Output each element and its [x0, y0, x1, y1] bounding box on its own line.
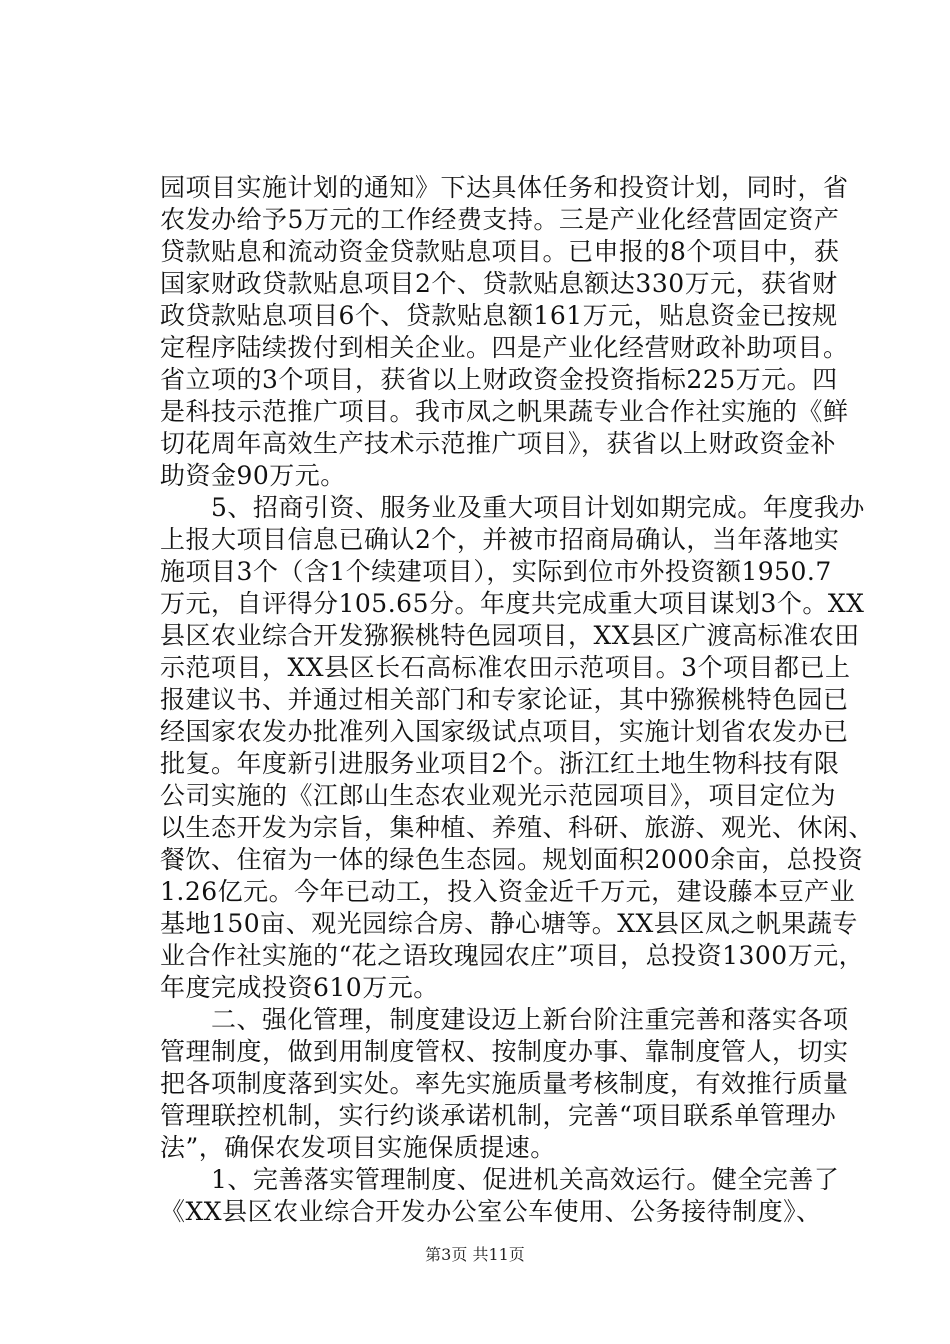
text-line: 餐饮、住宿为一体的绿色生态园。规划面积2000余亩，总投资: [160, 845, 864, 874]
text-line: 施项目3个（含1个续建项目），实际到位市外投资额1950.7: [160, 557, 832, 586]
text-line: 是科技示范推广项目。我市凤之帆果蔬专业合作社实施的《鲜: [160, 397, 849, 426]
text-line: 基地150亩、观光园综合房、静心塘等。XX县区凤之帆果蔬专: [160, 909, 858, 938]
text-line: 以生态开发为宗旨，集种植、养殖、科研、旅游、观光、休闲、: [160, 813, 875, 842]
text-line: 5、招商引资、服务业及重大项目计划如期完成。年度我办: [160, 493, 865, 522]
text-line: 国家财政贷款贴息项目2个、贷款贴息额达330万元，获省财: [160, 269, 838, 298]
text-line: 1.26亿元。今年已动工，投入资金近千万元，建设藤本豆产业: [160, 877, 856, 906]
text-line: 1、完善落实管理制度、促进机关高效运行。健全完善了: [160, 1165, 840, 1194]
text-line: 省立项的3个项目，获省以上财政资金投资指标225万元。四: [160, 365, 838, 394]
text-line: 示范项目，XX县区长石高标准农田示范项目。3个项目都已上: [160, 653, 851, 682]
body-text: [160, 172, 875, 1228]
text-line: 《XX县区农业综合开发办公室公车使用、公务接待制度》、: [160, 1197, 822, 1226]
text-line: 万元，自评得分105.65分。年度共完成重大项目谋划3个。XX: [160, 589, 865, 618]
text-line: 贷款贴息和流动资金贷款贴息项目。已申报的8个项目中，获: [160, 237, 840, 266]
text-line: 助资金90万元。: [160, 461, 346, 490]
text-line: 县区农业综合开发猕猴桃特色园项目，XX县区广渡高标准农田: [160, 621, 860, 650]
text-line: 上报大项目信息已确认2个，并被市招商局确认，当年落地实: [160, 525, 840, 554]
text-line: 公司实施的《江郎山生态农业观光示范园项目》，项目定位为: [160, 781, 837, 810]
text-line: 业合作社实施的“花之语玫瑰园农庄”项目，总投资1300万元，: [160, 941, 865, 970]
text-line: 二、强化管理，制度建设迈上新台阶注重完善和落实各项: [160, 1005, 849, 1034]
text-line: 园项目实施计划的通知》下达具体任务和投资计划，同时，省: [160, 173, 849, 202]
text-line: 政贷款贴息项目6个、贷款贴息额161万元，贴息资金已按规: [160, 301, 838, 330]
text-line: 批复。年度新引进服务业项目2个。浙江红土地生物科技有限: [160, 749, 840, 778]
text-line: 年度完成投资610万元。: [160, 973, 439, 1002]
text-line: 切花周年高效生产技术示范推广项目》，获省以上财政资金补: [160, 429, 837, 458]
text-line: 法”，确保农发项目实施保质提速。: [160, 1133, 556, 1162]
text-line: 经国家农发办批准列入国家级试点项目，实施计划省农发办已: [160, 717, 849, 746]
text-line: 报建议书、并通过相关部门和专家论证，其中猕猴桃特色园已: [160, 685, 849, 714]
text-line: 管理联控机制，实行约谈承诺机制，完善“项目联系单管理办: [160, 1101, 837, 1130]
page-footer: 第3页 共11页: [425, 1245, 525, 1264]
text-line: 管理制度，做到用制度管权、按制度办事、靠制度管人，切实: [160, 1037, 849, 1066]
text-line: 定程序陆续拨付到相关企业。四是产业化经营财政补助项目。: [160, 333, 849, 362]
text-line: 把各项制度落到实处。率先实施质量考核制度，有效推行质量: [160, 1069, 849, 1098]
text-line: 农发办给予5万元的工作经费支持。三是产业化经营固定资产: [160, 205, 840, 234]
